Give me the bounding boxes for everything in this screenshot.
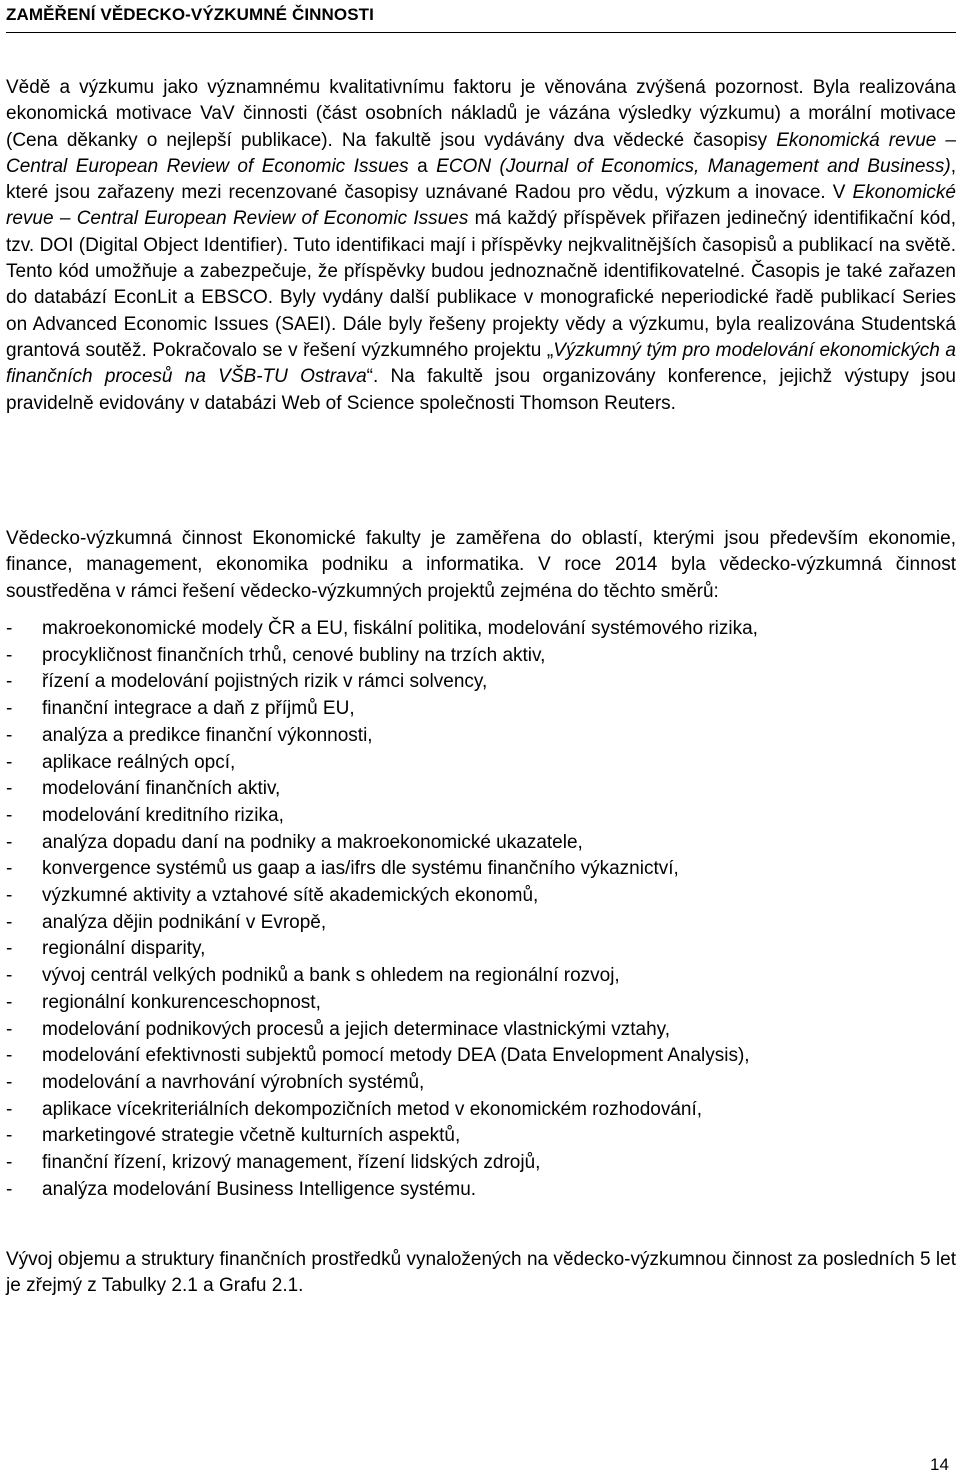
list-item	[6, 830, 956, 857]
text-run: , které jsou zařazeny mezi recenzované časopisy uznávané Radou pro vědu, výzkum a inovace. V	[6, 155, 957, 204]
list-item-text: modelování finančních aktiv,	[42, 778, 281, 800]
list-item	[6, 669, 956, 696]
list-dash: -	[6, 698, 13, 720]
list-item-text: procykličnost finančních trhů, cenové bubliny na trzích aktiv,	[42, 644, 546, 666]
list-item	[6, 723, 956, 750]
list-item	[6, 1150, 956, 1177]
list-item	[6, 910, 956, 937]
list-item-text: výzkumné aktivity a vztahové sítě akademických ekonomů,	[42, 885, 539, 907]
list-item	[6, 936, 956, 963]
list-dash: -	[6, 751, 13, 773]
list-item-text: finanční integrace a daň z příjmů EU,	[42, 698, 355, 720]
list-item-text: regionální disparity,	[42, 938, 206, 960]
italic-title-run: ECON (Journal of Economics, Management and Business)	[436, 155, 951, 177]
list-dash: -	[6, 885, 13, 907]
list-dash: -	[6, 778, 13, 800]
section-heading: ZAMĚŘENÍ VĚDECKO-VÝZKUMNÉ ČINNOSTI	[6, 5, 374, 24]
list-item-text: marketingové strategie včetně kulturních aspektů,	[42, 1125, 461, 1147]
list-item-text: makroekonomické modely ČR a EU, fiskální politika, modelování systémového rizika,	[42, 618, 758, 639]
list-item-text: vývoj centrál velkých podniků a bank s ohledem na regionální rozvoj,	[42, 965, 620, 987]
list-dash: -	[6, 671, 13, 693]
research-areas-paragraph: Vědecko-výzkumná činnost Ekonomické fakulty je zaměřena do oblastí, kterými jsou především ekonomie, finance, management, ekonomika podniku a informatika. V roce 2014 byla vědecko-výzkumná činnost soustředěna v rámci řešení vědecko-výzkumných projektů zejména do těchto směrů:	[6, 528, 956, 602]
list-item	[6, 776, 956, 803]
text-run: Vědě a výzkumu jako významnému kvalitativnímu faktoru je věnována zvýšená pozornost. Byla realizována ekonomická motivace VaV činnosti (část osobních nákladů je vázána výsledky výzkumu) a morální motivace (Cena děkanky o nejlepší publikace). Na fakultě jsou vydávány dva vědecké časopisy	[6, 77, 956, 151]
list-item	[6, 1123, 956, 1150]
list-dash: -	[6, 938, 13, 960]
list-item-text: aplikace reálných opcí,	[42, 751, 236, 773]
list-dash: -	[6, 1018, 13, 1040]
list-item-text: řízení a modelování pojistných rizik v rámci solvency,	[42, 671, 488, 693]
text-run: a	[408, 155, 437, 177]
text-run: má každý příspěvek přiřazen jedinečný identifikační kód, tzv. DOI (Digital Object Identifier). Tuto identifikaci mají i příspěvky nejkvalitnějších časopisů a publikací na světě. Tento kód umožňuje a zabezpečuje, že příspěvky budou jednoznačně identifikovatelné. Časopis je také zařazen do databází EconLit a EBSCO. Byly vydány další publikace v monografické neperiodické řadě publikací Series on Advanced Economic Issues (SAEI). Dále byly řešeny projekty vědy a výzkumu, byla realizována Studentská grantová soutěž. Pokračovalo se v řešení výzkumného projektu „	[6, 208, 956, 361]
list-item	[6, 883, 956, 910]
list-dash: -	[6, 991, 13, 1013]
list-item-text: konvergence systémů us gaap a ias/ifrs dle systému finančního výkaznictví,	[42, 858, 679, 880]
list-item-text: aplikace vícekriteriálních dekompozičních metod v ekonomickém rozhodování,	[42, 1098, 703, 1120]
list-item-text: analýza modelování Business Intelligence systému.	[42, 1178, 477, 1200]
italic-title-run: Ekonomické revue – Central European Review of Economic Issues	[6, 182, 956, 230]
list-item-text: modelování efektivnosti subjektů pomocí metody DEA (Data Envelopment Analysis),	[42, 1045, 750, 1067]
list-dash: -	[6, 858, 13, 880]
list-dash: -	[6, 724, 13, 746]
list-item-text: finanční řízení, krizový management, řízení lidských zdrojů,	[42, 1152, 541, 1174]
list-item	[6, 1097, 956, 1124]
list-dash: -	[6, 965, 13, 987]
list-item	[6, 963, 956, 990]
list-item	[6, 990, 956, 1017]
italic-title-run: Výzkumný tým pro modelování ekonomických a finančních procesů na VŠB-TU Ostrava	[6, 339, 956, 388]
list-item	[6, 616, 956, 643]
list-dash: -	[6, 1071, 13, 1093]
list-item-text: modelování a navrhování výrobních systémů,	[42, 1071, 425, 1093]
italic-title-run: Ekonomická revue – Central European Review of Economic Issues	[6, 129, 956, 177]
list-item	[6, 803, 956, 830]
list-dash: -	[6, 911, 13, 933]
list-dash: -	[6, 1152, 13, 1174]
list-dash: -	[6, 804, 13, 826]
list-item	[6, 856, 956, 883]
closing-paragraph: Vývoj objemu a struktury finančních prostředků vynaložených na vědecko-výzkumnou činnost za posledních 5 let je zřejmý z Tabulky 2.1 a Grafu 2.1.	[6, 1249, 956, 1297]
list-dash: -	[6, 618, 13, 639]
intro-paragraph	[6, 75, 956, 417]
list-dash: -	[6, 1125, 13, 1147]
list-dash: -	[6, 1045, 13, 1067]
page-number: 14	[930, 1455, 949, 1474]
list-item	[6, 696, 956, 723]
list-item	[6, 1017, 956, 1044]
list-dash: -	[6, 831, 13, 853]
list-item-text: regionální konkurenceschopnost,	[42, 991, 321, 1013]
list-item	[6, 643, 956, 670]
list-item-text: analýza dopadu daní na podniky a makroekonomické ukazatele,	[42, 831, 583, 853]
list-dash: -	[6, 644, 13, 666]
list-dash: -	[6, 1178, 13, 1200]
list-item-text: modelování kreditního rizika,	[42, 804, 284, 826]
list-item-text: modelování podnikových procesů a jejich determinace vlastnickými vztahy,	[42, 1018, 671, 1040]
list-item	[6, 1043, 956, 1070]
list-item	[6, 1070, 956, 1097]
list-item-text: analýza dějin podnikání v Evropě,	[42, 911, 327, 933]
list-item	[6, 750, 956, 777]
text-run: “. Na fakultě jsou organizovány konference, jejichž výstupy jsou pravidelně evidovány v databázi Web of Science společnosti Thomson Reuters.	[6, 366, 956, 414]
list-item	[6, 1177, 956, 1204]
list-dash: -	[6, 1098, 13, 1120]
research-areas-list	[6, 616, 956, 1203]
section-heading-bar	[6, 0, 956, 33]
list-item-text: analýza a predikce finanční výkonnosti,	[42, 724, 373, 746]
